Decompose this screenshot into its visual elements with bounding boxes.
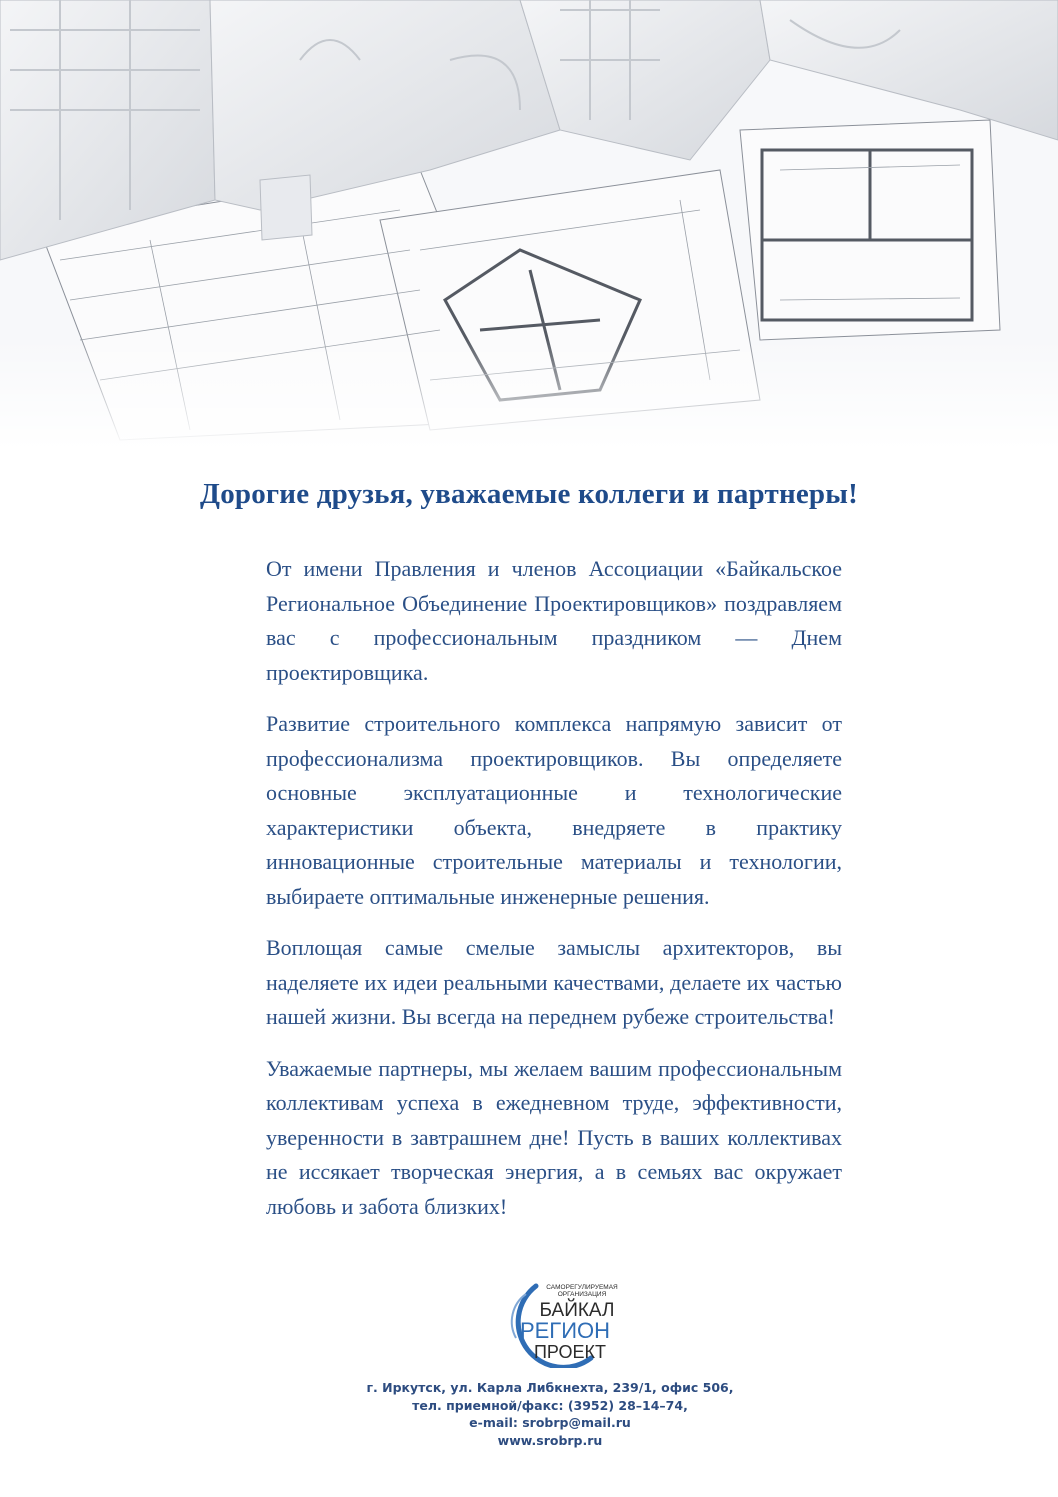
logo-small-text-1: САМОРЕГУЛИРУЕМАЯ [546,1284,618,1291]
letter-paragraph: Уважаемые партнеры, мы желаем вашим профессиональным коллективам успеха в ежедневном труде, эффективности, уверенности в завтрашнем дне! Пусть в ваших коллективах не иссякает творческая энергия, а в семьях вас окружает любовь и забота близких! [266,1055,842,1219]
logo-word-1: БАЙКАЛ [539,1300,615,1321]
contact-block [0,1379,1058,1449]
logo-word-2: РЕГИОН [519,1318,611,1343]
greeting-headline: Дорогие друзья, уважаемые коллеги и партнеры! [200,478,858,510]
letter-body [266,552,842,1241]
contact-phone: тел. приемной/факс: (3952) 28–14–74, [412,1397,688,1413]
logo-word-3: ПРОЕКТ [533,1342,607,1362]
contact-website[interactable]: www.srobrp.ru [497,1432,603,1448]
contact-address: г. Иркутск, ул. Карла Либкнехта, 239/1, офис 506, [366,1380,734,1395]
letter-paragraph: Развитие строительного комплекса напрямую зависит от профессионализма проектировщиков. Вы определяете основные эксплуатационные и технологические характеристики объекта, внедряете в практику инновационные строительные материалы и технологии, выбираете оптимальные инженерные решения. [266,711,842,909]
blueprint-illustration [0,0,1058,450]
letter-paragraph: От имени Правления и членов Ассоциации «Байкальское Региональное Объединение Проектировщиков» поздравляем вас с профессиональным праздником — Днем проектировщика. [266,556,842,685]
letter-paragraph: Воплощая самые смелые замыслы архитекторов, вы наделяете их идеи реальными качествами, делаете их частью нашей жизни. Вы всегда на переднем рубеже строительства! [266,935,842,1029]
organization-logo [496,1278,626,1368]
contact-email[interactable]: e-mail: srobrp@mail.ru [469,1415,631,1430]
logo-small-text-2: ОРГАНИЗАЦИЯ [557,1291,607,1298]
